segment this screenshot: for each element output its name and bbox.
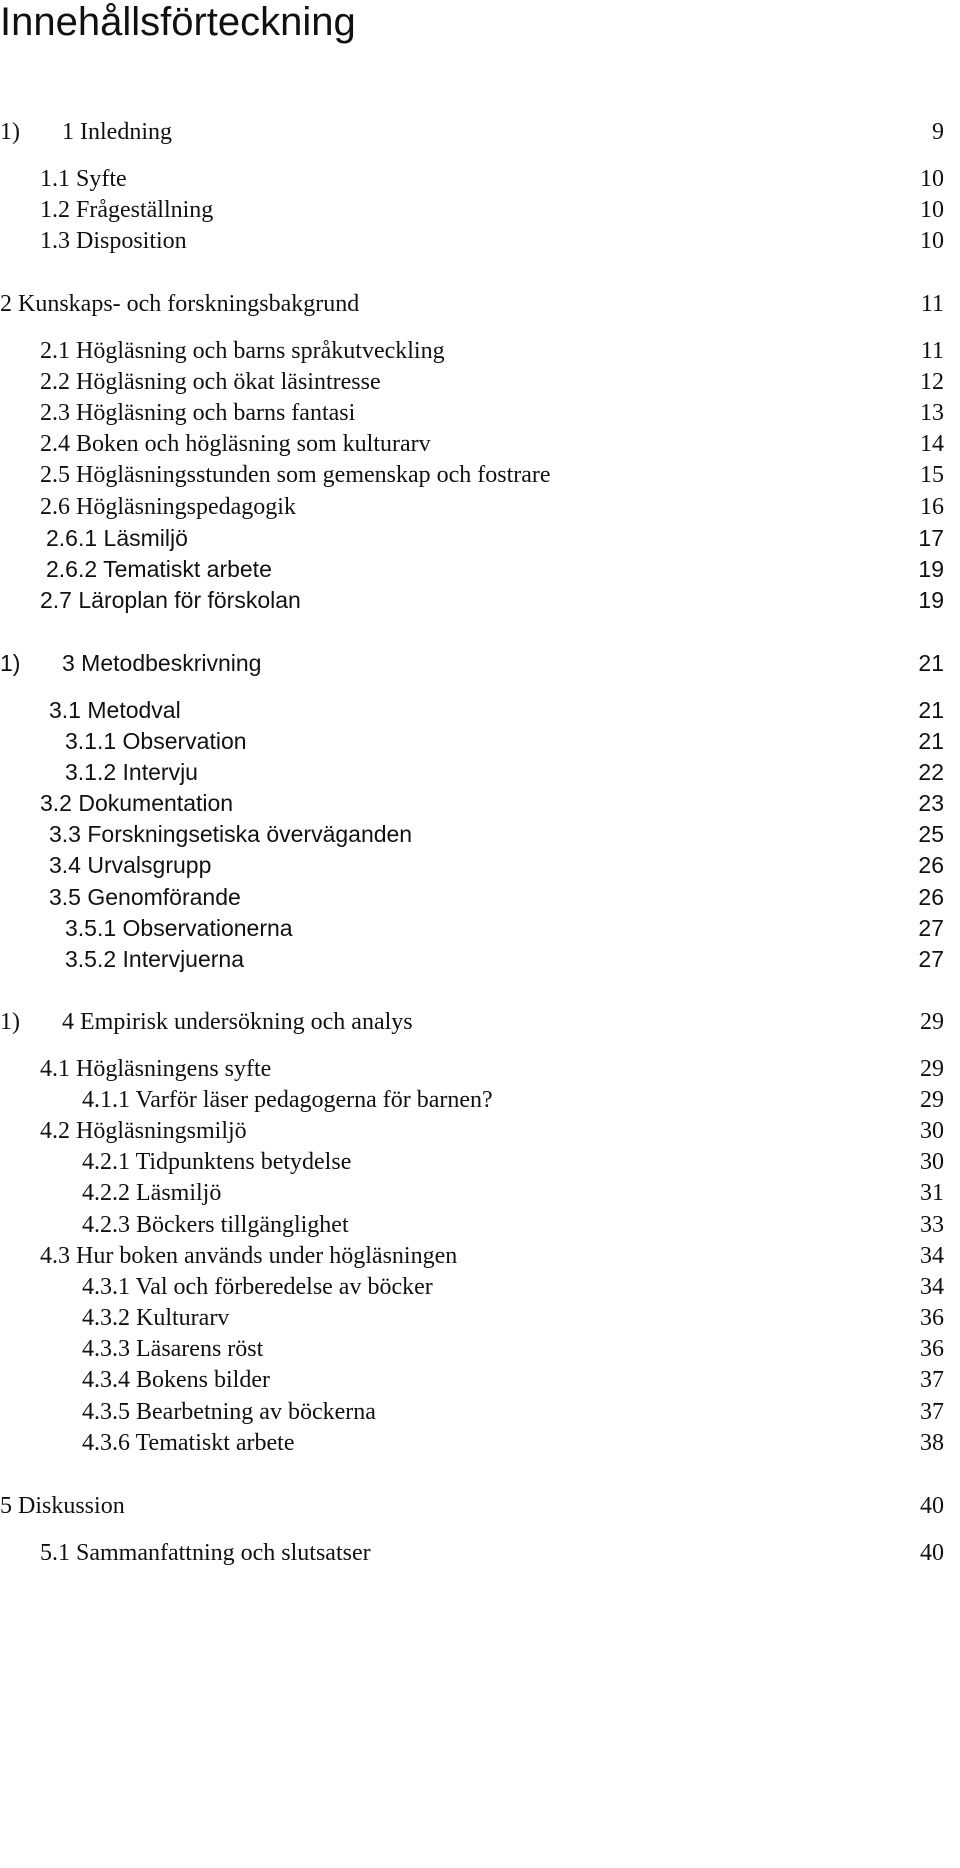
toc-entry-prefix: 1) <box>0 1009 20 1035</box>
toc-entry-page-number: 25 <box>918 821 944 847</box>
toc-entry-page-number: 29 <box>920 1087 944 1113</box>
toc-entry-label: 2.3 Högläsning och barns fantasi <box>40 400 356 426</box>
toc-entry-label: 1.2 Frågeställning <box>40 197 214 223</box>
toc-entry-label: 2 Kunskaps- och forskningsbakgrund <box>0 291 360 317</box>
toc-entry-page-number: 16 <box>920 494 944 520</box>
toc-entry-label: 2.7 Läroplan för förskolan <box>40 587 301 613</box>
toc-entry-page-number: 10 <box>920 228 944 254</box>
toc-entry <box>0 726 944 756</box>
toc-entry <box>0 850 944 880</box>
toc-entry-page-number: 29 <box>920 1009 944 1035</box>
toc-entry-label: 4.1 Högläsningens syfte <box>40 1056 272 1082</box>
toc-entry-label: 4.1.1 Varför läser pedagogerna för barnen? <box>82 1087 493 1113</box>
toc-entry-page-number: 21 <box>918 650 944 676</box>
toc-entry <box>0 164 944 194</box>
toc-entry-page-number: 33 <box>920 1212 944 1238</box>
toc-entry-page-number: 10 <box>920 166 944 192</box>
toc-entry-page-number: 19 <box>918 587 944 613</box>
toc-entry-label: 2.6.2 Tematiskt arbete <box>46 556 272 582</box>
toc-entry-label: 2.6.1 Läsmiljö <box>46 525 188 551</box>
toc-entry <box>0 1007 944 1037</box>
toc-entry <box>0 1241 944 1271</box>
toc-entry-label: 2.5 Högläsningsstunden som gemenskap och fostrare <box>40 462 551 488</box>
toc-entry-label: 5.1 Sammanfattning och slutsatser <box>40 1540 371 1566</box>
toc-entry-page-number: 21 <box>918 728 944 754</box>
toc-entry-label: 4.2.1 Tidpunktens betydelse <box>82 1149 352 1175</box>
toc-entry-label: 2.6 Högläsningspedagogik <box>40 494 296 520</box>
toc-entry-page-number: 31 <box>920 1180 944 1206</box>
toc-entry-label: 4.2.3 Böckers tillgänglighet <box>82 1212 349 1238</box>
toc-entry-page-number: 9 <box>932 119 944 145</box>
toc-entry-prefix: 1) <box>0 119 20 145</box>
toc-entry-label: 3.1.1 Observation <box>65 728 247 754</box>
toc-entry-label: 3.1 Metodval <box>49 697 181 723</box>
toc-entry <box>0 289 944 319</box>
toc-entry <box>0 1365 944 1395</box>
toc-entry <box>0 1334 944 1364</box>
toc-entry-page-number: 26 <box>918 852 944 878</box>
toc-entry <box>0 1178 944 1208</box>
toc-entry <box>0 1491 944 1521</box>
toc-entry-label: 4.3.5 Bearbetning av böckerna <box>82 1399 376 1425</box>
toc-entry <box>0 757 944 787</box>
toc-entry-label: 4.3.6 Tematiskt arbete <box>82 1430 295 1456</box>
toc-entry-label: 4.3 Hur boken används under högläsningen <box>40 1243 458 1269</box>
toc-entry-page-number: 17 <box>918 525 944 551</box>
toc-entry-page-number: 38 <box>920 1430 944 1456</box>
toc-entry-label: 3.2 Dokumentation <box>40 790 234 816</box>
toc-entry <box>0 913 944 943</box>
toc-entry-page-number: 11 <box>920 338 944 364</box>
toc-entry-label: 2.4 Boken och högläsning som kulturarv <box>40 431 431 457</box>
toc-entry <box>0 460 944 490</box>
toc-entry-page-number: 23 <box>918 790 944 816</box>
toc-entry-label: 4.2 Högläsningsmiljö <box>40 1118 247 1144</box>
toc-entry-label: 1.1 Syfte <box>40 166 127 192</box>
toc-entry <box>0 944 944 974</box>
toc-entry-page-number: 14 <box>920 431 944 457</box>
toc-entry-label: 4.3.4 Bokens bilder <box>82 1367 270 1393</box>
toc-entry <box>0 1538 944 1568</box>
toc-entry <box>0 1210 944 1240</box>
toc-entry-label: 2.1 Högläsning och barns språkutveckling <box>40 338 445 364</box>
toc-entry <box>0 695 944 725</box>
toc-entry-label: 3.4 Urvalsgrupp <box>49 852 212 878</box>
toc-entry <box>0 195 944 225</box>
toc-entry-page-number: 36 <box>920 1305 944 1331</box>
toc-entry-page-number: 29 <box>920 1056 944 1082</box>
toc-entry <box>0 882 944 912</box>
toc-entry <box>0 1428 944 1458</box>
toc-entry-label: 4 Empirisk undersökning och analys <box>62 1009 413 1035</box>
toc-entry <box>0 819 944 849</box>
toc-entry <box>0 1397 944 1427</box>
toc-entry-label: 4.3.2 Kulturarv <box>82 1305 230 1331</box>
toc-entry-label: 3.5.2 Intervjuerna <box>65 946 245 972</box>
toc-entry-page-number: 13 <box>920 400 944 426</box>
toc-entry-page-number: 40 <box>920 1493 944 1519</box>
toc-entry-page-number: 21 <box>918 697 944 723</box>
toc-entry <box>0 788 944 818</box>
toc-entry <box>0 648 944 678</box>
toc-entry-page-number: 37 <box>920 1367 944 1393</box>
toc-entry-label: 1 Inledning <box>62 119 172 145</box>
toc-entry-page-number: 36 <box>920 1336 944 1362</box>
toc-entry <box>0 336 944 366</box>
toc-entry-label: 2.2 Högläsning och ökat läsintresse <box>40 369 381 395</box>
toc-entry-page-number: 34 <box>920 1274 944 1300</box>
toc-entry-page-number: 12 <box>920 369 944 395</box>
toc-entry-label: 4.2.2 Läsmiljö <box>82 1180 222 1206</box>
toc-entry <box>0 1147 944 1177</box>
toc-heading: Innehållsförteckning <box>0 0 356 44</box>
toc-entry <box>0 226 944 256</box>
toc-entry <box>0 554 944 584</box>
toc-entry <box>0 523 944 553</box>
toc-entry <box>0 1085 944 1115</box>
toc-entry-label: 4.3.1 Val och förberedelse av böcker <box>82 1274 433 1300</box>
toc-entry <box>0 1116 944 1146</box>
toc-entry <box>0 429 944 459</box>
toc-entry-prefix: 1) <box>0 650 21 676</box>
toc-entry <box>0 1054 944 1084</box>
toc-entry-page-number: 37 <box>920 1399 944 1425</box>
toc-entry <box>0 1272 944 1302</box>
toc-entry-page-number: 30 <box>920 1118 944 1144</box>
toc-entry-label: 5 Diskussion <box>0 1493 125 1519</box>
toc-entry <box>0 117 944 147</box>
toc-entry-page-number: 27 <box>918 915 944 941</box>
toc-entry <box>0 585 944 615</box>
toc-entry-page-number: 19 <box>918 556 944 582</box>
toc-entry-label: 1.3 Disposition <box>40 228 187 254</box>
toc-entry <box>0 367 944 397</box>
toc-entry-label: 3.5.1 Observationerna <box>65 915 293 941</box>
toc-entry <box>0 1303 944 1333</box>
toc-entry-page-number: 11 <box>920 291 944 317</box>
toc-entry <box>0 492 944 522</box>
toc-entry <box>0 398 944 428</box>
toc-entry-page-number: 40 <box>920 1540 944 1566</box>
toc-entry-page-number: 34 <box>920 1243 944 1269</box>
toc-entry-page-number: 27 <box>918 946 944 972</box>
toc-entry-label: 3.5 Genomförande <box>49 884 241 910</box>
toc-entry-page-number: 15 <box>920 462 944 488</box>
toc-entry-page-number: 26 <box>918 884 944 910</box>
toc-entry-page-number: 30 <box>920 1149 944 1175</box>
toc-entry-label: 4.3.3 Läsarens röst <box>82 1336 264 1362</box>
toc-entry-label: 3.3 Forskningsetiska överväganden <box>49 821 413 847</box>
toc-entry-label: 3 Metodbeskrivning <box>62 650 262 676</box>
toc-entry-page-number: 10 <box>920 197 944 223</box>
toc-entry-label: 3.1.2 Intervju <box>65 759 198 785</box>
toc-entry-page-number: 22 <box>918 759 944 785</box>
